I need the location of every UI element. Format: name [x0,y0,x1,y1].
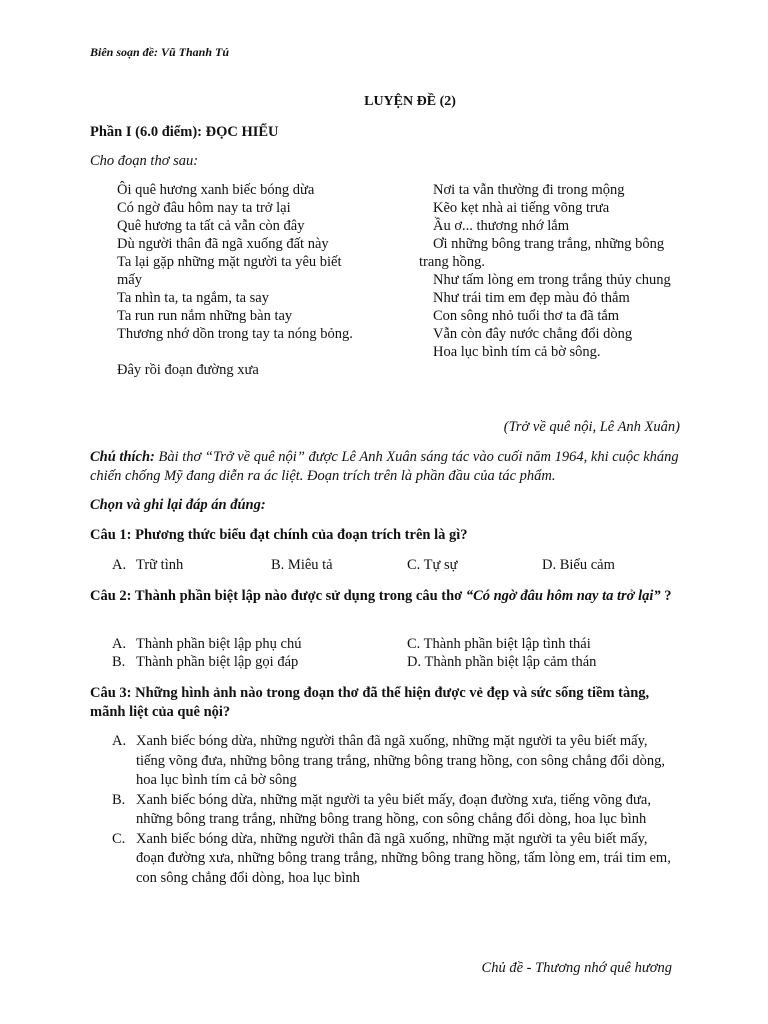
poem-column-left [117,181,387,379]
question-3: Câu 3: Những hình ảnh nào trong đoạn thơ đã thể hiện được vẻ đẹp và sức sống tiềm tàng, mãnh liệt của quê nội? [90,685,650,720]
poem-line: Hoa lục bình tím cả bờ sông. [433,344,601,360]
poem-line: Như tấm lòng em trong trắng thủy chung [433,272,671,288]
poem-line: Thương nhớ dồn trong tay ta nóng bỏng. [117,326,353,342]
q3-option-a: Xanh biếc bóng dừa, những người thân đã ngã xuống, những mặt người ta yêu biết mấy, tiếng võng đưa, những bông trang trắng, những bông trang hồng, con sông chẳng đổi dòng, hoa lục bình tím cả bờ sông [136,733,665,788]
q3-option-b: Xanh biếc bóng dừa, những mặt người ta yêu biết mấy, đoạn đường xưa, tiếng võng đưa, những bông trang trắng, những bông trang hồng, con sông chẳng đổi dòng, hoa lục bình [136,791,651,827]
footnote-text: Bài thơ “Trở về quê nội” được Lê Anh Xuân sáng tác vào cuối năm 1964, khi cuộc kháng chiến chống Mỹ đang diễn ra ác liệt. Đoạn trích trên là phần đầu của tác phẩm. [90,449,679,484]
q2-option-c: C. Thành phần biệt lập tình thái [407,636,591,652]
q3-option-b-row [112,791,672,830]
q3-option-c-number: C. [112,830,126,847]
poem-line: Nơi ta vẫn thường đi trong mộng [433,182,625,198]
q2-option-a-number: A. [112,636,127,652]
q1-option-a: Trữ tình [136,557,184,573]
poem-line: Dù người thân đã ngã xuống đất này [117,236,329,252]
section-heading: Phần I (6.0 điểm): ĐỌC HIỂU [90,124,279,140]
q1-option-d: D. Biểu cảm [542,557,615,573]
q1-option-b: B. Miêu tả [271,557,333,573]
poem-line: Như trái tim em đẹp màu đỏ thắm [433,290,630,306]
poem-line: mấy [117,272,142,288]
poem-source: (Trở về quê nội, Lê Anh Xuân) [503,419,680,435]
poem-line: Ta nhìn ta, ta ngắm, ta say [117,290,269,306]
q2-option-d: D. Thành phần biệt lập cảm thán [407,654,597,670]
poem-line: Ơi những bông trang trắng, những bông [433,236,665,252]
q1-option-a-number: A. [112,557,127,573]
q2-option-b-number: B. [112,654,126,670]
poem-line: Ta run run nắm những bàn tay [117,308,293,324]
stanza-gap [117,343,387,361]
question-2 [90,587,680,606]
poem-line: Đây rồi đoạn đường xưa [117,362,259,378]
instruction: Chọn và ghi lại đáp án đúng: [90,497,266,513]
q2-option-b: Thành phần biệt lập gọi đáp [136,654,299,670]
question-2-suffix: ? [660,588,672,604]
poem-line: Con sông nhỏ tuổi thơ ta đã tắm [433,308,620,324]
question-2-quote: “Có ngờ đâu hôm nay ta trở lại” [465,588,661,604]
question-2-text: Câu 2: Thành phần biệt lập nào được sử dụng trong câu thơ [90,588,466,604]
poem-line: Ôi quê hương xanh biếc bóng dừa [117,182,315,198]
poem-line: Ầu ơ... thương nhớ lắm [433,218,569,234]
poem-line: Có ngờ đâu hôm nay ta trở lại [117,200,291,216]
poem-line: Quê hương ta tất cả vẫn còn đây [117,218,305,234]
poem-column-right [419,181,691,361]
q1-option-c: C. Tự sự [407,557,458,573]
q2-option-a: Thành phần biệt lập phụ chú [136,636,302,652]
poem-line: Vẫn còn đây nước chẳng đổi dòng [433,326,633,342]
q3-option-b-number: B. [112,791,126,808]
q3-options [112,732,672,888]
poem-line: Ta lại gặp những mặt người ta yêu biết [117,254,342,270]
page-title: LUYỆN ĐỀ (2) [364,94,456,109]
footnote-label: Chú thích: [90,449,155,465]
footnote [90,448,680,486]
q3-option-c: Xanh biếc bóng dừa, những người thân đã ngã xuống, những mặt người ta yêu biết mấy, đoạn đường xưa, những bông trang trắng, những bông trang hồng, tấm lòng em, trái tim em, con sông chẳng đổi dòng, hoa lục bình [136,830,671,886]
q3-option-a-row [112,732,672,791]
q3-option-a-number: A. [112,733,127,749]
poem-line: trang hồng. [419,254,486,270]
page-footer: Chủ đề - Thương nhớ quê hương [481,960,672,976]
q3-option-c-row [112,830,672,889]
author-credit: Biên soạn đề: Vũ Thanh Tú [90,45,230,59]
poem-line: Kẽo kẹt nhà ai tiếng võng trưa [433,200,610,216]
question-1: Câu 1: Phương thức biểu đạt chính của đoạn trích trên là gì? [90,527,468,543]
poem-intro: Cho đoạn thơ sau: [90,153,199,169]
